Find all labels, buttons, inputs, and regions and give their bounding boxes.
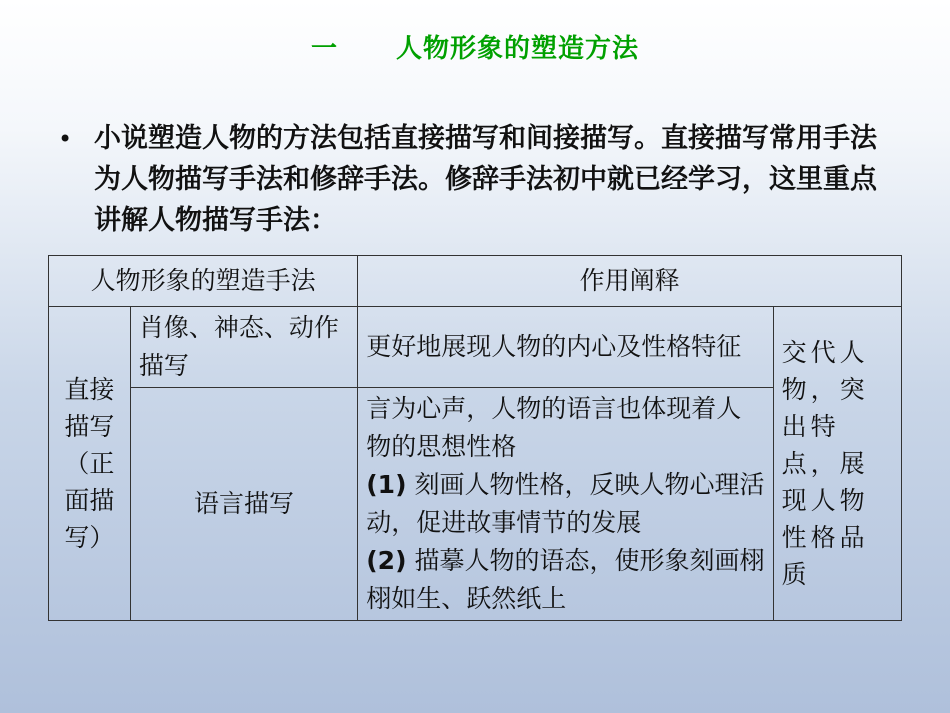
methods-table [48, 255, 902, 621]
title-number: 一 [310, 34, 338, 64]
category-cell: 直接描写（正面描写） [49, 307, 131, 621]
description-cell: 更好地展现人物的内心及性格特征 [358, 307, 773, 388]
bullet-text: 小说塑造人物的方法包括直接描写和间接描写。直接描写常用手法为人物描写手法和修辞手法。修辞手法初中就已经学习，这里重点讲解人物描写手法： [94, 123, 877, 236]
header-explanation: 作用阐释 [358, 256, 902, 307]
point-label: (2) [366, 546, 407, 575]
description-cell [358, 388, 773, 621]
bullet-paragraph [58, 118, 898, 241]
description-intro: 言为心声，人物的语言也体现着人物的思想性格 [366, 394, 742, 461]
method-cell: 肖像、神态、动作描写 [130, 307, 357, 388]
slide-title [0, 28, 950, 65]
table-header-row [49, 256, 902, 307]
summary-cell: 交代人物，突出特点，展现人物性格品质 [773, 307, 901, 621]
table-row [49, 307, 902, 388]
title-text: 人物形象的塑造方法 [396, 34, 640, 64]
point-label: (1) [366, 470, 407, 499]
method-cell: 语言描写 [130, 388, 357, 621]
bullet-icon: • [58, 125, 73, 153]
header-methods: 人物形象的塑造手法 [49, 256, 358, 307]
point-text: 描摹人物的语态，使形象刻画栩栩如生、跃然纸上 [366, 546, 765, 613]
point-text: 刻画人物性格，反映人物心理活动，促进故事情节的发展 [366, 470, 765, 537]
